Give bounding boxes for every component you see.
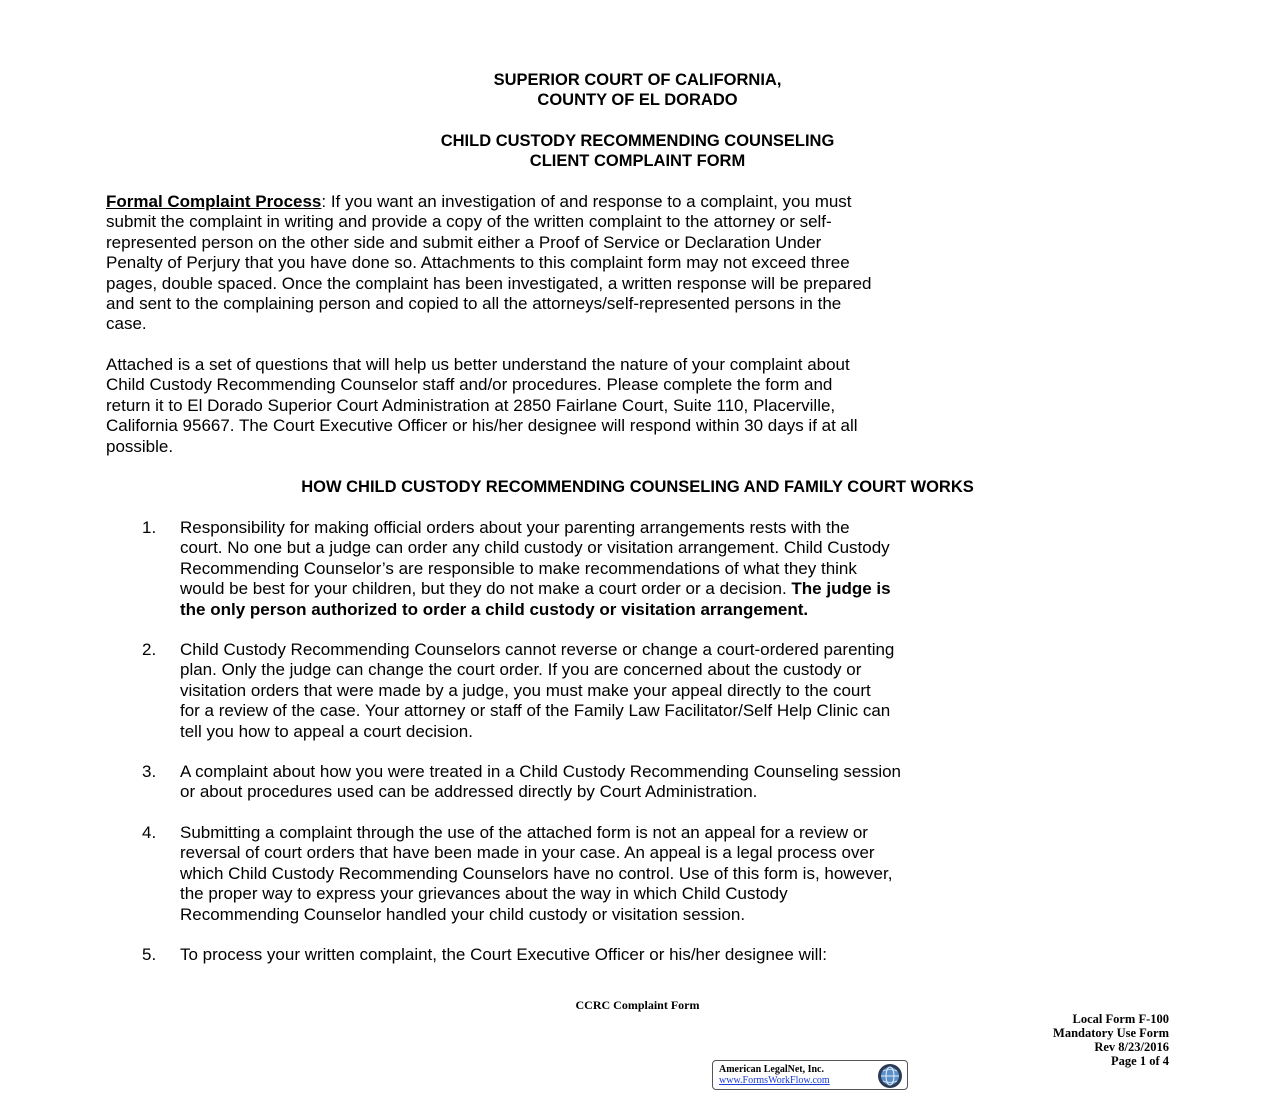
footer-form-info [1053, 1012, 1169, 1068]
item-text: would be best for your children, but they do not make a court order or a decision. [180, 579, 792, 599]
item-line: for a review of the case. Your attorney or staff of the Family Law Facilitator/Self Help Clinic can [180, 701, 891, 721]
item-line: Responsibility for making official orders about your parenting arrangements rests with the [180, 518, 850, 537]
footer-page-number: Page 1 of 4 [1111, 1054, 1169, 1068]
intro-line: represented person on the other side and submit either a Proof of Service or Declaration Under [106, 232, 822, 252]
list-number: 3. [142, 762, 157, 781]
list-number: 1. [142, 518, 157, 537]
item-line [180, 579, 1160, 599]
publisher-logo[interactable] [712, 1060, 908, 1090]
item-bold-text: The judge is [791, 579, 891, 599]
item-line: Recommending Counselor’s are responsible to make recommendations of what they think [180, 558, 857, 578]
lead-text: : If you want an investigation of and response to a complaint, you must [321, 192, 852, 211]
intro-line: Penalty of Perjury that you have done so. Attachments to this complaint form may not exceed three [106, 253, 850, 273]
item-line: plan. Only the judge can change the court order. If you are concerned about the custody or [180, 660, 862, 680]
lead-label: Formal Complaint Process [106, 192, 322, 211]
list-number: 4. [142, 823, 157, 842]
item-line: reversal of court orders that have been made in your case. An appeal is a legal process over [180, 843, 875, 863]
item-line: Child Custody Recommending Counselors cannot reverse or change a court-ordered parenting [180, 640, 895, 659]
attached-line: Attached is a set of questions that will help us better understand the nature of your complaint about [106, 355, 850, 374]
footer-form-id: Local Form F-100 [1072, 1012, 1169, 1026]
item-line: Submitting a complaint through the use of the attached form is not an appeal for a review or [180, 823, 868, 842]
publisher-name: American LegalNet, Inc. [719, 1064, 824, 1075]
item-line: Recommending Counselor handled your child custody or visitation session. [180, 904, 746, 924]
county-name: COUNTY OF EL DORADO [537, 91, 738, 109]
form-title-line1: CHILD CUSTODY RECOMMENDING COUNSELING [440, 132, 835, 150]
publisher-link[interactable]: www.FormsWorkFlow.com [719, 1075, 830, 1086]
attached-paragraph [106, 355, 1156, 457]
item-line: which Child Custody Recommending Counselors have no control. Use of this form is, however, [180, 863, 893, 883]
item-line [180, 600, 1160, 620]
item-line: visitation orders that were made by a judge, you must make your appeal directly to the court [180, 680, 871, 700]
item-line: or about procedures used can be addressed directly by Court Administration. [180, 782, 758, 802]
item-line: court. No one but a judge can order any child custody or visitation arrangement. Child Custody [180, 538, 890, 558]
item-line: To process your written complaint, the Court Executive Officer or his/her designee will: [180, 945, 827, 964]
item-bold-text: the only person authorized to order a child custody or visitation arrangement. [180, 599, 809, 619]
attached-line: Child Custody Recommending Counselor staff and/or procedures. Please complete the form and [106, 375, 833, 395]
attached-line: return it to El Dorado Superior Court Administration at 2850 Fairlane Court, Suite 110, Placerville, [106, 395, 836, 415]
list-number: 2. [142, 640, 157, 659]
globe-icon [877, 1063, 903, 1089]
section-heading: HOW CHILD CUSTODY RECOMMENDING COUNSELING AND FAMILY COURT WORKS [301, 478, 974, 496]
item-line: tell you how to appeal a court decision. [180, 721, 473, 741]
intro-paragraph [106, 192, 1156, 335]
intro-line: and sent to the complaining person and copied to all the attorneys/self-represented persons in the [106, 294, 842, 314]
list-number: 5. [142, 945, 157, 964]
attached-line: California 95667. The Court Executive Officer or his/her designee will respond within 30 days if at all [106, 416, 858, 436]
intro-line: pages, double spaced. Once the complaint has been investigated, a written response will be prepared [106, 273, 872, 293]
footer-form-name: CCRC Complaint Form [575, 998, 700, 1012]
item-line: A complaint about how you were treated in a Child Custody Recommending Counseling session [180, 762, 902, 781]
intro-line: submit the complaint in writing and provide a copy of the written complaint to the attorney or self- [106, 212, 832, 232]
court-name: SUPERIOR COURT OF CALIFORNIA, [493, 71, 782, 89]
intro-line: case. [106, 314, 147, 334]
intro-line [106, 192, 1156, 212]
item-line: the proper way to express your grievances about the way in which Child Custody [180, 884, 788, 904]
footer-use: Mandatory Use Form [1053, 1026, 1169, 1040]
form-title-line2: CLIENT COMPLAINT FORM [529, 152, 746, 170]
attached-line: possible. [106, 436, 174, 456]
footer-revision: Rev 8/23/2016 [1094, 1040, 1169, 1054]
